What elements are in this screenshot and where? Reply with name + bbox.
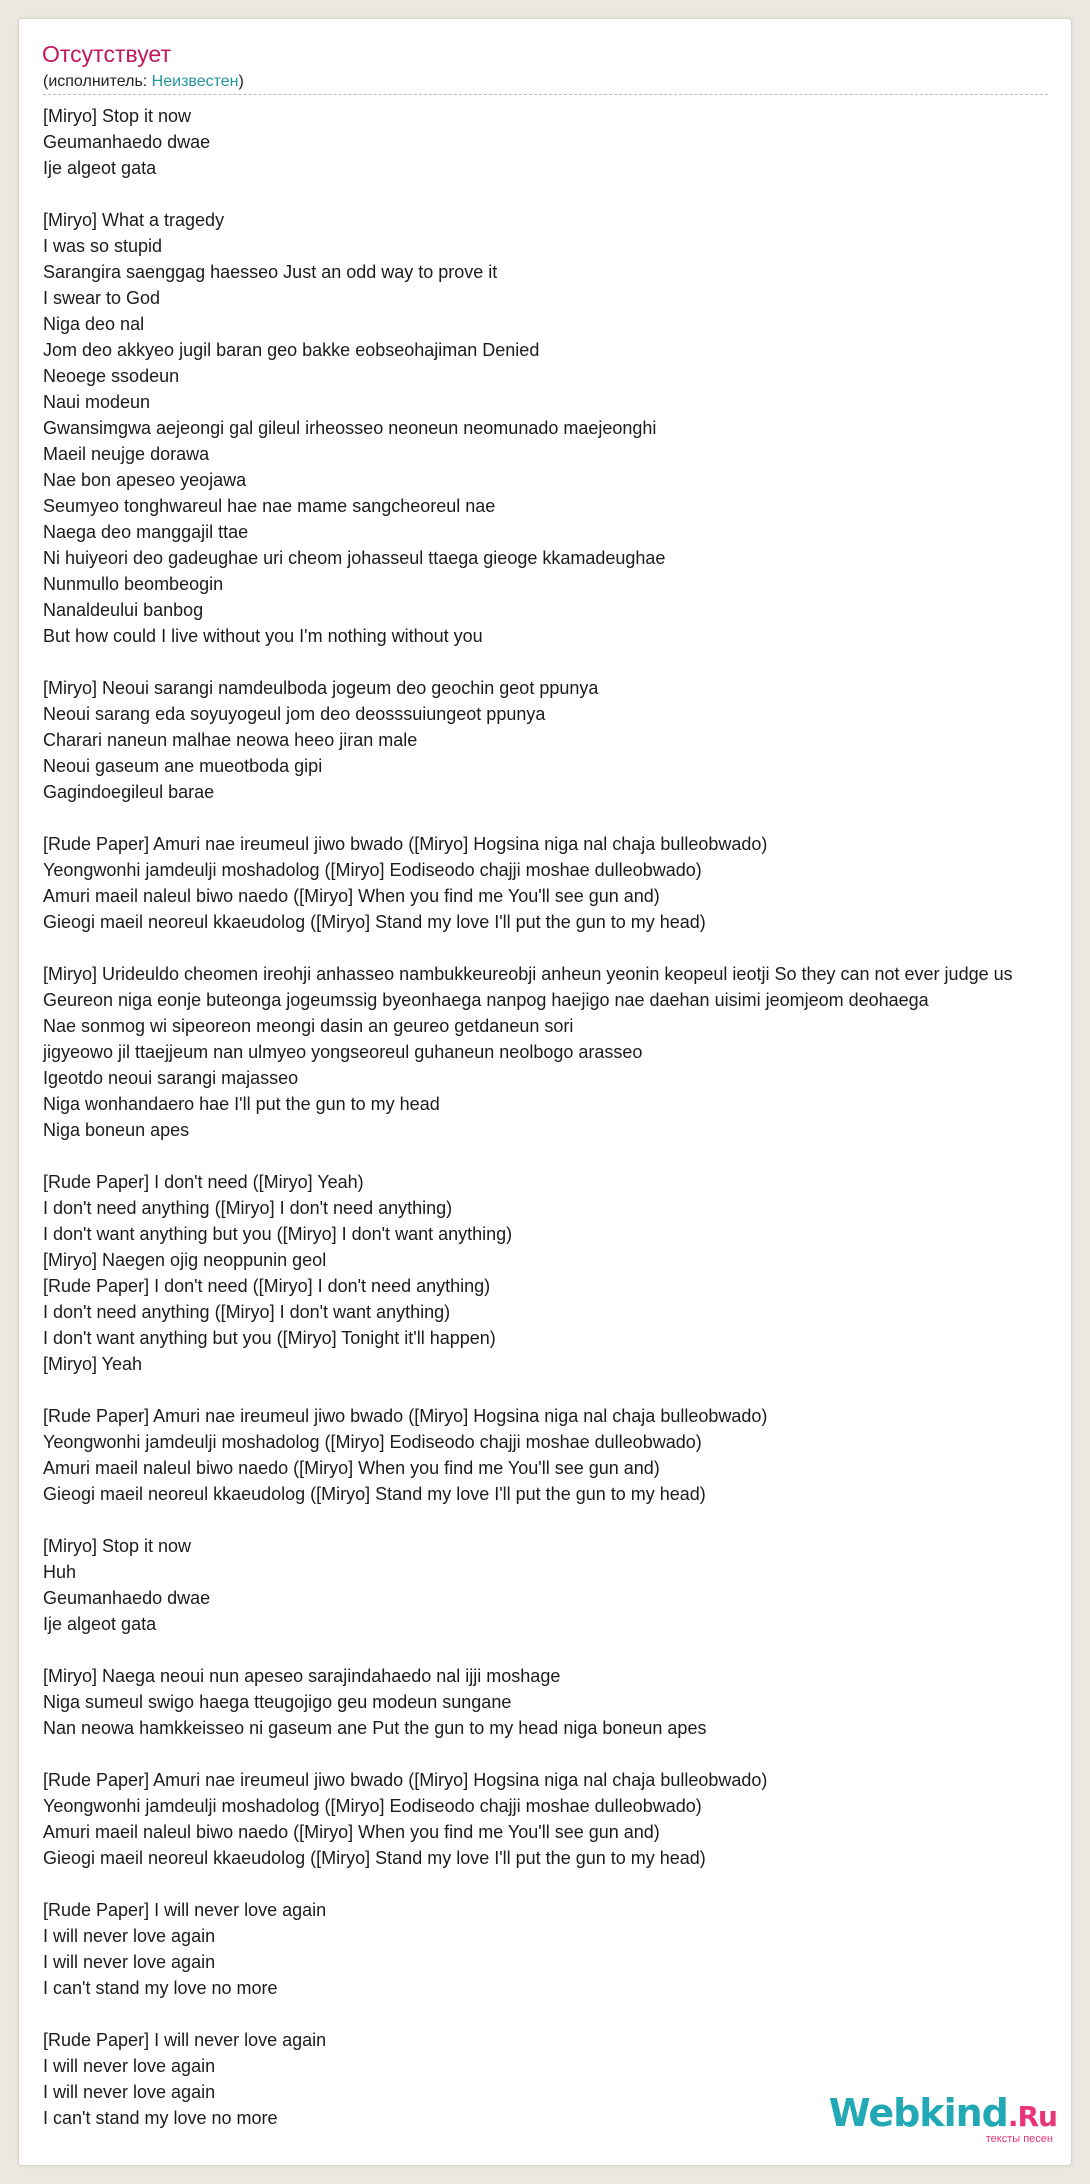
lyric-line: [Rude Paper] Amuri nae ireumeul jiwo bwado ([Miryo] Hogsina niga nal chaja bulleobwado) <box>43 834 768 854</box>
lyric-line: Amuri maeil naleul biwo naedo ([Miryo] When you find me You'll see gun and) <box>43 1458 660 1478</box>
lyric-line: Sarangira saenggag haesseo Just an odd way to prove it <box>43 262 498 282</box>
lyric-line: Nae bon apeseo yeojawa <box>43 470 247 490</box>
lyric-line: Nanaldeului banbog <box>43 600 204 620</box>
lyric-line: [Rude Paper] I will never love again <box>43 1900 327 1920</box>
lyric-line: Jom deo akkyeo jugil baran geo bakke eobseohajiman Denied <box>43 340 540 360</box>
lyric-line: Ije algeot gata <box>43 158 157 178</box>
lyric-line: [Miryo] Stop it now <box>43 1536 192 1556</box>
lyric-line: Igeotdo neoui sarangi majasseo <box>43 1068 299 1088</box>
song-title: Отсутствует <box>42 41 171 67</box>
lyric-line: Maeil neujge dorawa <box>43 444 210 464</box>
lyric-line: Gagindoegileul barae <box>43 782 215 802</box>
lyric-line: Yeongwonhi jamdeulji moshadolog ([Miryo] Eodiseodo chajji moshae dulleobwado) <box>43 860 702 880</box>
lyrics-card <box>18 18 1072 2166</box>
logo-tagline: тексты песен <box>985 2133 1053 2145</box>
lyric-line: Ni huiyeori deo gadeughae uri cheom johasseul ttaega gieoge kkamadeughae <box>43 548 666 568</box>
header-divider <box>43 94 1048 95</box>
lyric-line: I can't stand my love no more <box>43 1978 278 1998</box>
lyric-line: Gieogi maeil neoreul kkaeudolog ([Miryo] Stand my love I'll put the gun to my head) <box>43 912 706 932</box>
lyric-blank-line <box>43 1377 1013 1403</box>
lyric-line: Geumanhaedo dwae <box>43 1588 211 1608</box>
lyric-line: Gwansimgwa aejeongi gal gileul irheosseo neoneun neomunado maejeonghi <box>43 418 657 438</box>
lyric-line: I will never love again <box>43 2082 216 2102</box>
lyric-line: Amuri maeil naleul biwo naedo ([Miryo] When you find me You'll see gun and) <box>43 886 660 906</box>
lyric-line: Yeongwonhi jamdeulji moshadolog ([Miryo] Eodiseodo chajji moshae dulleobwado) <box>43 1432 702 1452</box>
lyric-blank-line <box>43 649 1013 675</box>
lyric-line: [Miryo] Naega neoui nun apeseo sarajindahaedo nal ijji moshage <box>43 1666 561 1686</box>
lyric-line: [Miryo] Urideuldo cheomen ireohji anhasseo nambukkeureobji anheun yeonin keopeul ieotji So they can not ever judge us <box>43 964 1013 984</box>
lyric-line: Amuri maeil naleul biwo naedo ([Miryo] When you find me You'll see gun and) <box>43 1822 660 1842</box>
lyric-line: Gieogi maeil neoreul kkaeudolog ([Miryo] Stand my love I'll put the gun to my head) <box>43 1848 706 1868</box>
lyric-line: Niga sumeul swigo haega tteugojigo geu modeun sungane <box>43 1692 512 1712</box>
lyric-line: Charari naneun malhae neowa heeo jiran male <box>43 730 418 750</box>
artist-prefix: (исполнитель: <box>43 73 152 90</box>
lyric-blank-line <box>43 181 1013 207</box>
lyric-line: Nan neowa hamkkeisseo ni gaseum ane Put the gun to my head niga boneun apes <box>43 1718 707 1738</box>
lyric-line: [Rude Paper] I don't need ([Miryo] I don't need anything) <box>43 1276 491 1296</box>
lyric-line: Huh <box>43 1562 77 1582</box>
lyric-line: Neoui gaseum ane mueotboda gipi <box>43 756 323 776</box>
lyric-line: [Miryo] Stop it now <box>43 106 192 126</box>
lyric-line: I don't want anything but you ([Miryo] I don't want anything) <box>43 1224 513 1244</box>
lyric-line: I don't need anything ([Miryo] I don't need anything) <box>43 1198 453 1218</box>
lyric-line: Neoege ssodeun <box>43 366 180 386</box>
artist-suffix: ) <box>238 73 244 90</box>
lyric-line: Neoui sarang eda soyuyogeul jom deo deosssuiungeot ppunya <box>43 704 546 724</box>
lyric-line: [Rude Paper] Amuri nae ireumeul jiwo bwado ([Miryo] Hogsina niga nal chaja bulleobwado) <box>43 1406 768 1426</box>
lyric-line: Niga wonhandaero hae I'll put the gun to my head <box>43 1094 440 1114</box>
artist-link[interactable]: Неизвестен <box>151 73 239 90</box>
lyric-line: Niga boneun apes <box>43 1120 190 1140</box>
lyric-line: I swear to God <box>43 288 161 308</box>
lyric-line: Niga deo nal <box>43 314 145 334</box>
lyric-line: I will never love again <box>43 2056 216 2076</box>
lyric-blank-line <box>43 1741 1013 1767</box>
lyric-line: [Rude Paper] I will never love again <box>43 2030 327 2050</box>
lyric-line: I can't stand my love no more <box>43 2108 278 2128</box>
lyric-line: Nae sonmog wi sipeoreon meongi dasin an geureo getdaneun sori <box>43 1016 574 1036</box>
lyric-line: I will never love again <box>43 1952 216 1972</box>
lyric-line: Seumyeo tonghwareul hae nae mame sangcheoreul nae <box>43 496 496 516</box>
lyric-line: Naui modeun <box>43 392 151 412</box>
lyric-line: Yeongwonhi jamdeulji moshadolog ([Miryo] Eodiseodo chajji moshae dulleobwado) <box>43 1796 702 1816</box>
lyric-line: [Miryo] Naegen ojig neoppunin geol <box>43 1250 327 1270</box>
lyric-line: [Miryo] What a tragedy <box>43 210 225 230</box>
lyric-line: Naega deo manggajil ttae <box>43 522 249 542</box>
lyric-blank-line <box>43 1637 1013 1663</box>
lyric-line: I was so stupid <box>43 236 163 256</box>
logo-wordmark: Webkind.Ru <box>828 2091 1057 2135</box>
webkind-logo[interactable] <box>828 2091 1057 2145</box>
lyric-line: Nunmullo beombeogin <box>43 574 224 594</box>
lyric-blank-line <box>43 1507 1013 1533</box>
lyric-line: [Miryo] Yeah <box>43 1354 143 1374</box>
lyric-line: Geureon niga eonje buteonga jogeumssig byeonhaega nanpog haejigo nae daehan uisimi jeomjeom deohaega <box>43 990 929 1010</box>
lyric-line: I will never love again <box>43 1926 216 1946</box>
lyric-line: [Rude Paper] I don't need ([Miryo] Yeah) <box>43 1172 364 1192</box>
lyric-blank-line <box>43 935 1013 961</box>
lyric-line: But how could I live without you I'm nothing without you <box>43 626 483 646</box>
lyric-blank-line <box>43 2001 1013 2027</box>
artist-line <box>43 73 244 91</box>
lyric-line: [Miryo] Neoui sarangi namdeulboda jogeum deo geochin geot ppunya <box>43 678 599 698</box>
lyric-line: [Rude Paper] Amuri nae ireumeul jiwo bwado ([Miryo] Hogsina niga nal chaja bulleobwado) <box>43 1770 768 1790</box>
lyric-line: jigyeowo jil ttaejjeum nan ulmyeo yongseoreul guhaneun neolbogo arasseo <box>43 1042 643 1062</box>
lyric-blank-line <box>43 1143 1013 1169</box>
lyric-line: I don't want anything but you ([Miryo] Tonight it'll happen) <box>43 1328 496 1348</box>
lyric-line: Gieogi maeil neoreul kkaeudolog ([Miryo] Stand my love I'll put the gun to my head) <box>43 1484 706 1504</box>
lyric-blank-line <box>43 805 1013 831</box>
lyric-line: I don't need anything ([Miryo] I don't want anything) <box>43 1302 451 1322</box>
lyric-blank-line <box>43 1871 1013 1897</box>
lyrics-text <box>43 103 1013 2131</box>
lyric-line: Ije algeot gata <box>43 1614 157 1634</box>
lyric-line: Geumanhaedo dwae <box>43 132 211 152</box>
